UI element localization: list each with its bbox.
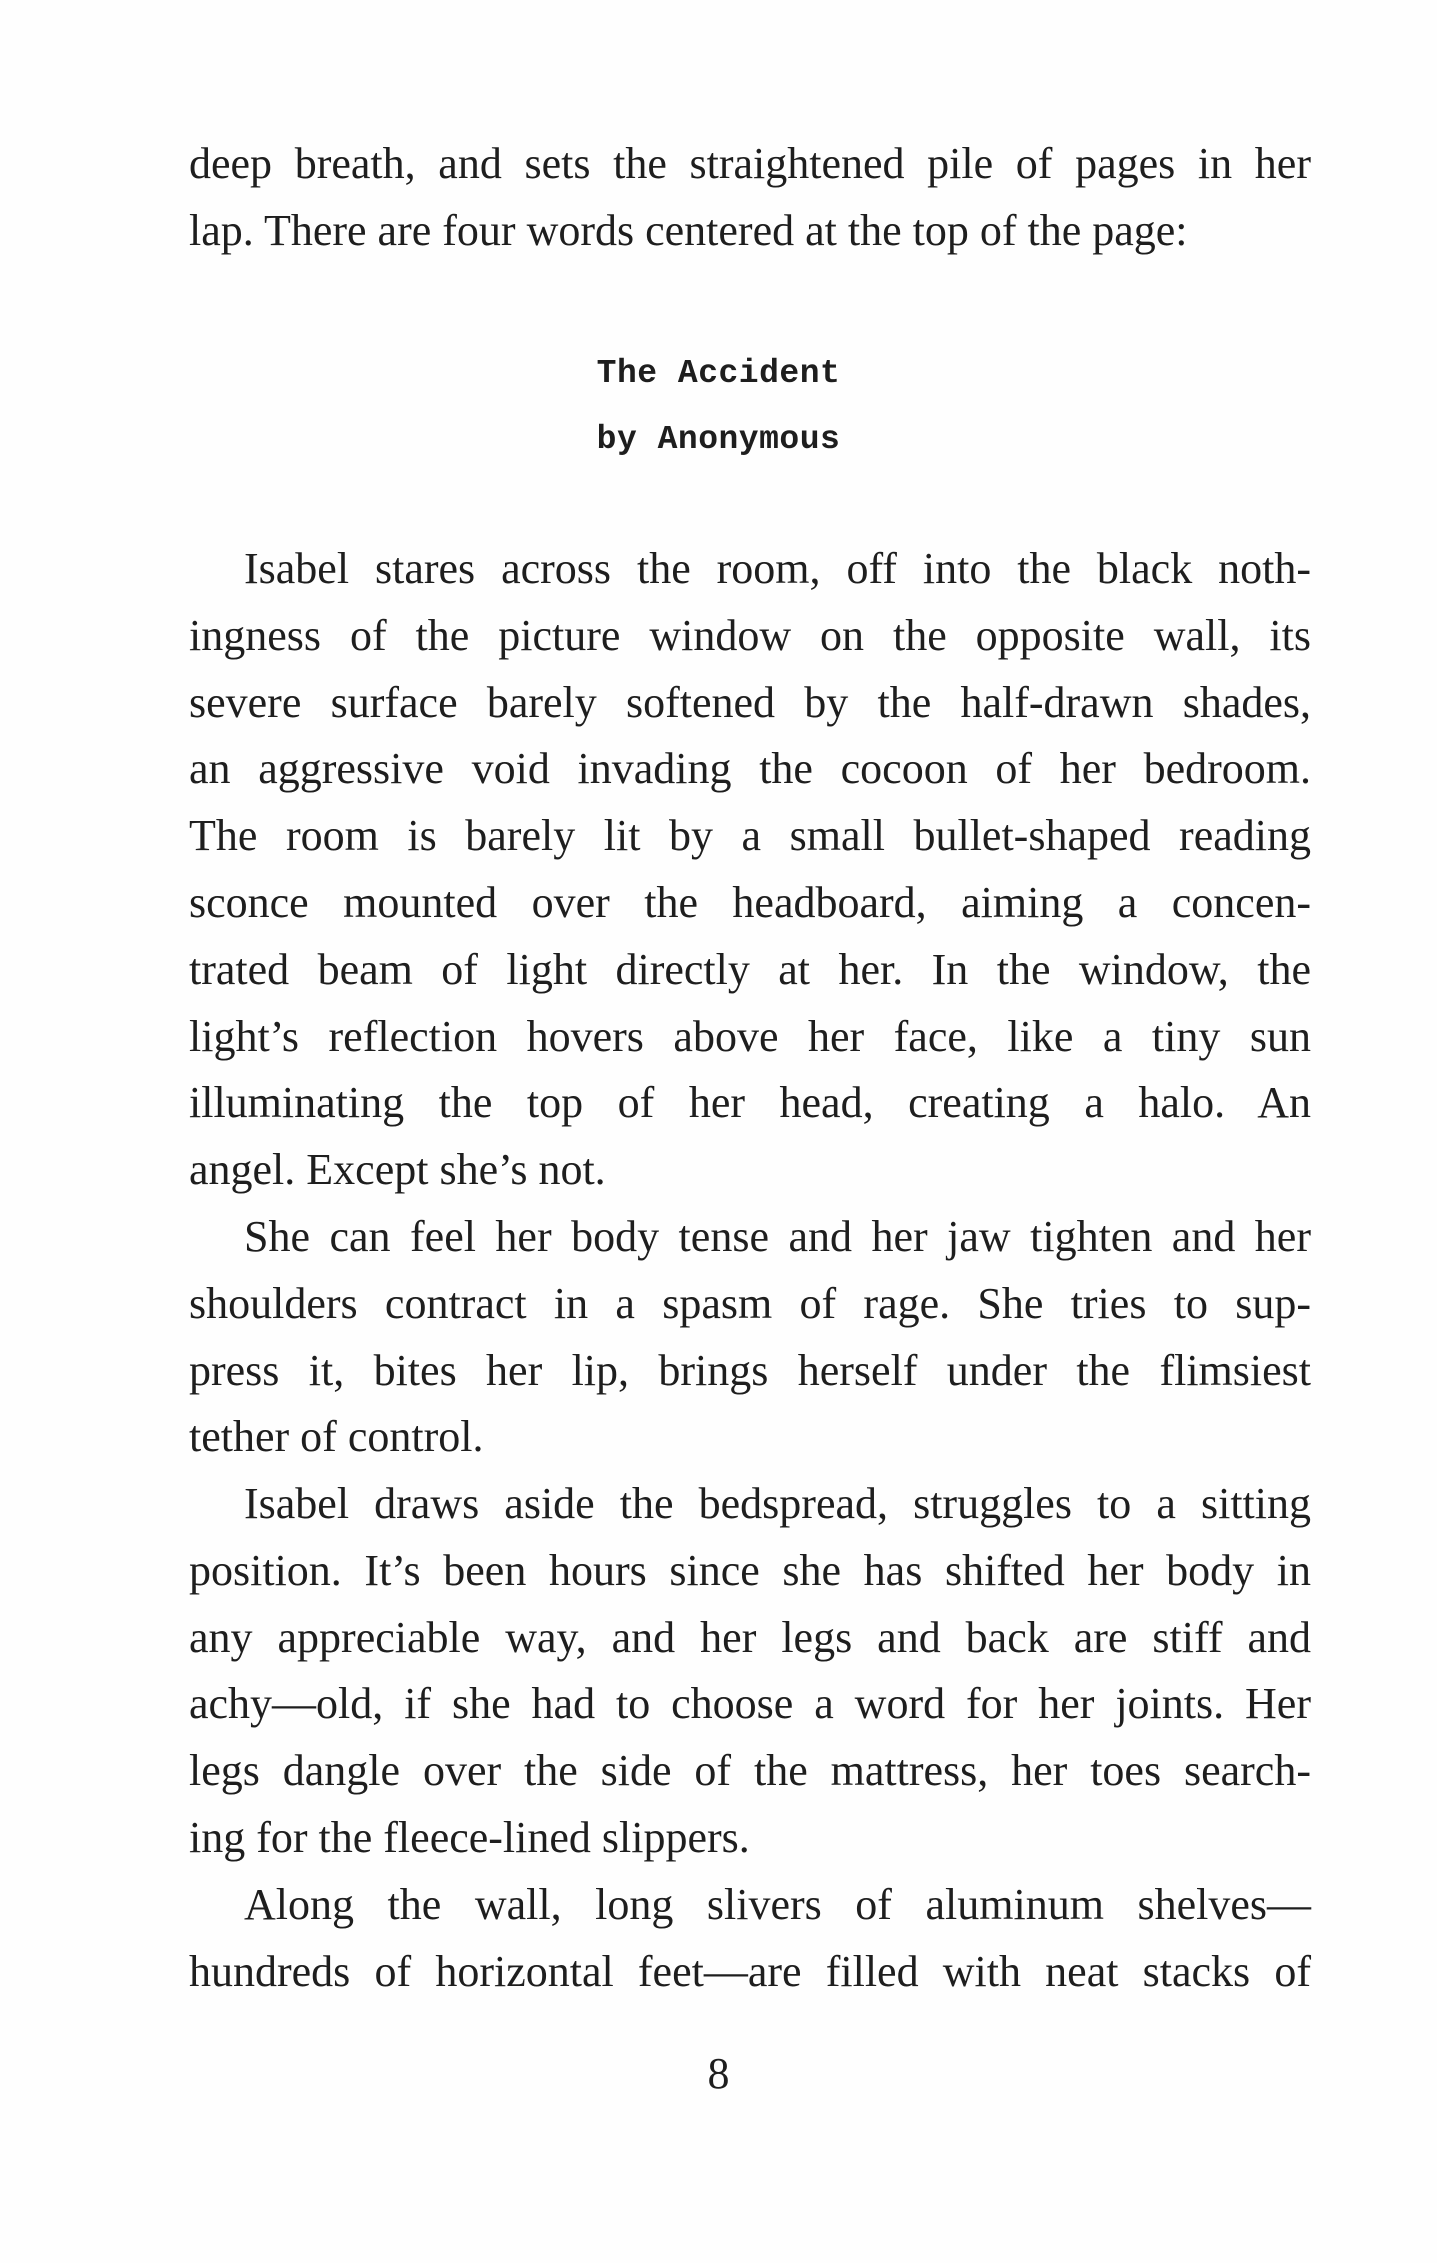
paragraph-1 xyxy=(189,536,1311,1204)
text-line: legs dangle over the side of the mattress, her toes search- xyxy=(189,1746,1311,1796)
page-number: 8 xyxy=(707,2049,730,2098)
text-line: illuminating the top of her head, creating a halo. An xyxy=(189,1078,1311,1128)
text-line: severe surface barely softened by the half-drawn shades, xyxy=(189,677,1311,727)
paragraph-3 xyxy=(189,1471,1311,1872)
text-line: lap. There are four words centered at the top of the page: xyxy=(189,205,1188,255)
story-title: The Accident xyxy=(596,355,841,392)
paragraph-2 xyxy=(189,1204,1311,1471)
text-line: Isabel stares across the room, off into the black noth- xyxy=(244,544,1311,593)
text-line: shoulders contract in a spasm of rage. She tries to sup- xyxy=(189,1278,1311,1328)
text-line: ingness of the picture window on the opposite wall, its xyxy=(189,610,1311,660)
text-line: She can feel her body tense and her jaw tighten and her xyxy=(244,1212,1311,1261)
text-line: tether of control. xyxy=(189,1412,484,1462)
text-line: any appreciable way, and her legs and back are stiff and xyxy=(189,1612,1311,1662)
text-line: sconce mounted over the headboard, aiming a concen- xyxy=(189,877,1311,927)
text-line: ing for the fleece-lined slippers. xyxy=(189,1812,750,1862)
intro-text xyxy=(189,131,1311,265)
text-line: Isabel draws aside the bedspread, struggles to a sitting xyxy=(244,1479,1311,1528)
text-line: Along the wall, long slivers of aluminum shelves— xyxy=(244,1880,1311,1929)
text-line: press it, bites her lip, brings herself under the flimsiest xyxy=(189,1345,1311,1395)
text-line: trated beam of light directly at her. In the window, the xyxy=(189,944,1311,994)
paragraph-4 xyxy=(189,1872,1311,2006)
text-line: light’s reflection hovers above her face, like a tiny sun xyxy=(189,1011,1311,1061)
text-line: position. It’s been hours since she has shifted her body in xyxy=(189,1545,1311,1595)
text-line: hundreds of horizontal feet—are filled with neat stacks of xyxy=(189,1946,1311,1996)
text-line: The room is barely lit by a small bullet-shaped reading xyxy=(189,811,1311,861)
text-line: achy—old, if she had to choose a word for her joints. Her xyxy=(189,1679,1311,1729)
text-line: angel. Except she’s not. xyxy=(189,1145,606,1195)
text-line: an aggressive void invading the cocoon of her bedroom. xyxy=(189,744,1311,794)
story-byline: by Anonymous xyxy=(596,421,841,458)
text-line: deep breath, and sets the straightened pile of pages in her xyxy=(189,139,1311,188)
